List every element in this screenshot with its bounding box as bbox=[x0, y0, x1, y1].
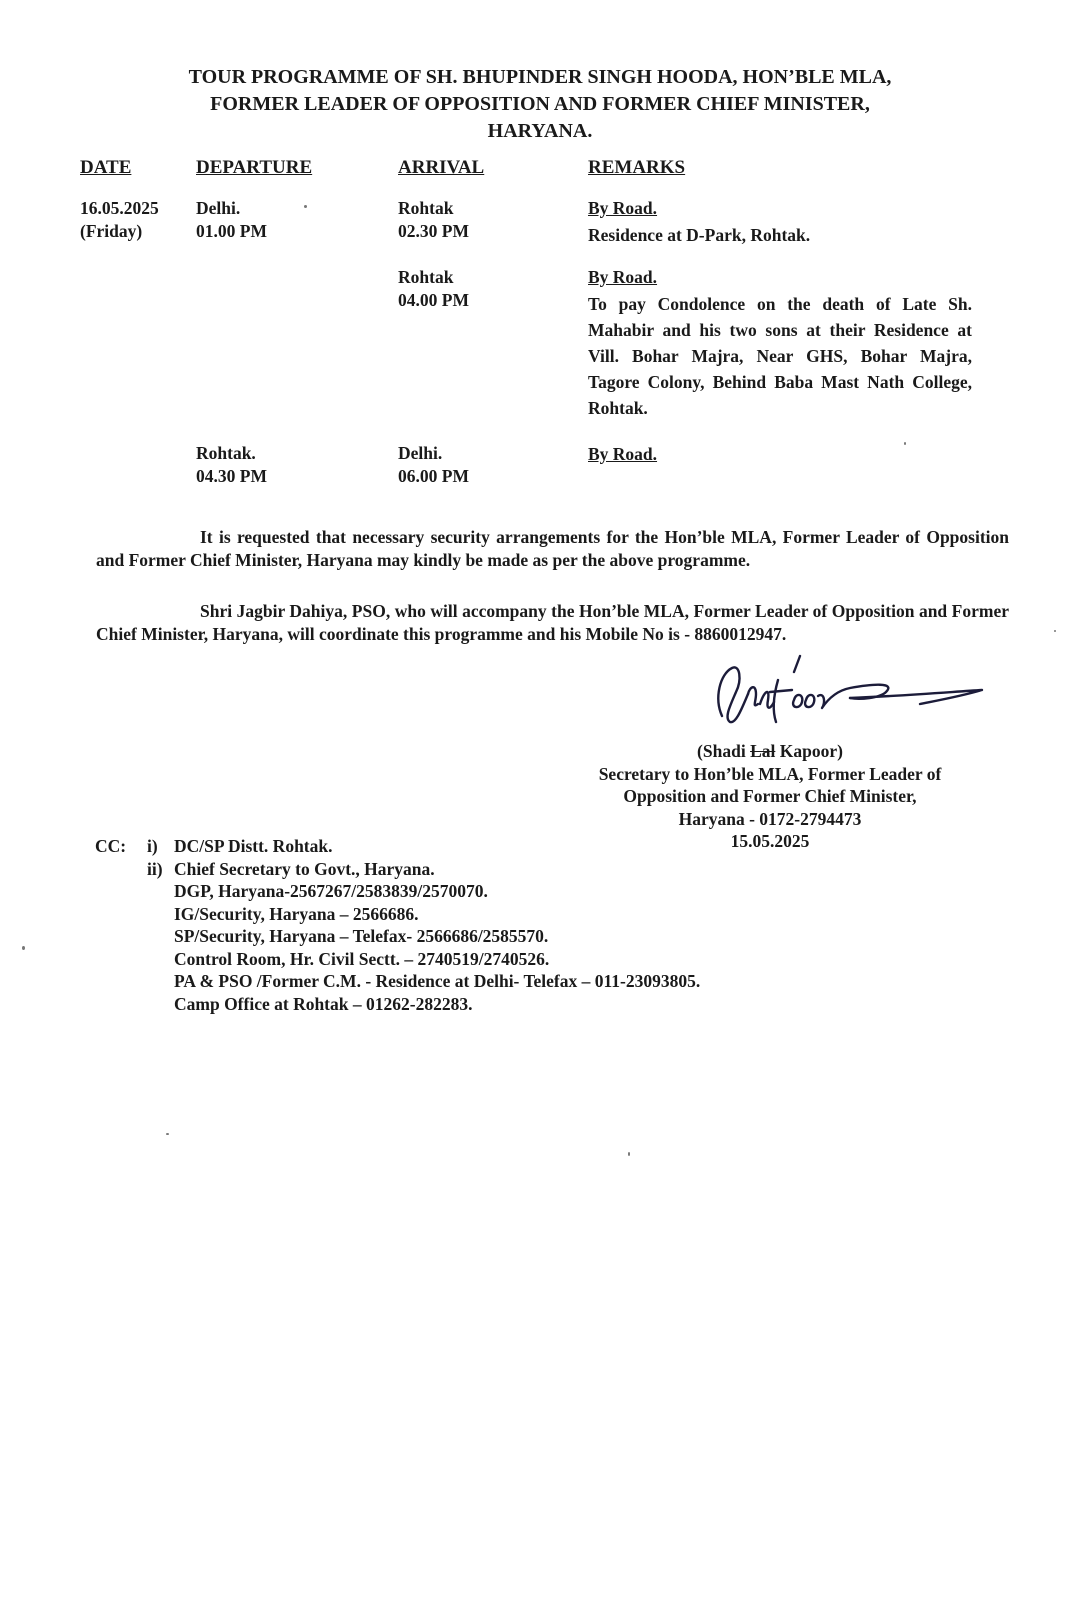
document-title bbox=[60, 64, 1020, 145]
signatory-contact: Haryana - 0172-2794473 bbox=[678, 808, 862, 829]
pso-paragraph bbox=[96, 600, 1009, 646]
arrival-place: Delhi. bbox=[398, 443, 443, 463]
remark-text: To pay Condolence on the death of Late Sh. Mahabir and his two sons at their Residence at Vill. Bohar Majra, Near GHS, Bohar Majra, Tagore Colony, Behind Baba Mast Nath College, Rohtak. bbox=[588, 294, 972, 418]
cc-extra-item: PA & PSO /Former C.M. - Residence at Delhi- Telefax – 011-23093805. bbox=[174, 971, 701, 991]
row-3-arrival bbox=[398, 442, 469, 488]
row-3-departure bbox=[196, 442, 267, 488]
scan-speck bbox=[22, 946, 25, 950]
pso-text: Shri Jagbir Dahiya, PSO, who will accompany the Hon’ble MLA, Former Leader of Opposition and Former Chief Minister, Haryana, will coordinate this programme and his Mobile No is - 8860012947. bbox=[96, 601, 1009, 644]
name-part: (Shadi bbox=[697, 741, 751, 761]
header-remarks: REMARKS bbox=[588, 157, 686, 178]
row-1-remarks bbox=[588, 197, 988, 248]
title-line-1: TOUR PROGRAMME OF SH. BHUPINDER SINGH HOODA, HON’BLE MLA, bbox=[188, 66, 892, 88]
cc-item-1-text: DC/SP Distt. Rohtak. bbox=[174, 836, 333, 856]
trip-date bbox=[80, 197, 159, 243]
cc-extra-item: IG/Security, Haryana – 2566686. bbox=[174, 903, 419, 924]
cc-extra-item: DGP, Haryana-2567267/2583839/2570070. bbox=[174, 881, 488, 901]
signature-block bbox=[560, 740, 980, 853]
departure-place: Delhi. bbox=[196, 198, 241, 218]
cc-extra-item: SP/Security, Haryana – Telefax- 2566686/2585570. bbox=[174, 926, 549, 946]
signature-date: 15.05.2025 bbox=[730, 831, 810, 851]
cc-label: CC: bbox=[95, 836, 127, 856]
cc-item-2-text: Chief Secretary to Govt., Haryana. bbox=[174, 859, 435, 879]
arrival-place: Rohtak bbox=[398, 198, 454, 218]
row-1-arrival bbox=[398, 197, 469, 243]
title-line-2: FORMER LEADER OF OPPOSITION AND FORMER CHIEF MINISTER, bbox=[210, 93, 870, 115]
row-2-remarks bbox=[588, 266, 972, 421]
security-request-paragraph bbox=[96, 526, 1009, 572]
departure-time: 04.30 PM bbox=[196, 466, 267, 486]
arrival-place: Rohtak bbox=[398, 267, 454, 287]
cc-extra-item: Camp Office at Rohtak – 01262-282283. bbox=[174, 993, 473, 1014]
header-arrival: ARRIVAL bbox=[398, 157, 485, 178]
arrival-time: 02.30 PM bbox=[398, 221, 469, 241]
row-3-travel-mode: By Road. bbox=[588, 444, 658, 464]
travel-mode: By Road. bbox=[588, 267, 658, 287]
cc-item-1-num: i) bbox=[147, 836, 158, 856]
scan-speck bbox=[904, 442, 906, 445]
arrival-time: 06.00 PM bbox=[398, 466, 469, 486]
title-line-3: HARYANA. bbox=[487, 120, 593, 142]
scan-speck bbox=[166, 1133, 169, 1135]
signatory-designation-1: Secretary to Hon’ble MLA, Former Leader of bbox=[598, 763, 942, 784]
scan-speck bbox=[628, 1152, 630, 1156]
signatory-designation-2: Opposition and Former Chief Minister, bbox=[623, 786, 917, 806]
scan-speck bbox=[304, 205, 307, 208]
name-struck-part: Lal bbox=[750, 741, 776, 761]
row-1-departure bbox=[196, 197, 267, 243]
signature-scribble bbox=[700, 652, 990, 732]
arrival-time: 04.00 PM bbox=[398, 290, 469, 310]
cc-item-2-num: ii) bbox=[147, 859, 163, 879]
cc-extra-item: Control Room, Hr. Civil Sectt. – 2740519/2740526. bbox=[174, 948, 550, 969]
header-departure: DEPARTURE bbox=[196, 157, 313, 178]
remark-text: Residence at D-Park, Rohtak. bbox=[588, 225, 811, 245]
travel-mode: By Road. bbox=[588, 198, 658, 218]
header-date: DATE bbox=[80, 157, 132, 178]
departure-time: 01.00 PM bbox=[196, 221, 267, 241]
cc-extra-list bbox=[174, 880, 700, 1015]
date-value: 16.05.2025 bbox=[80, 198, 159, 218]
security-request-text: It is requested that necessary security arrangements for the Hon’ble MLA, Former Leader of Opposition and Former Chief Minister, Haryana may kindly be made as per the above programme. bbox=[96, 527, 1009, 570]
signatory-name bbox=[560, 740, 980, 763]
name-part: Kapoor) bbox=[775, 741, 843, 761]
scan-speck bbox=[1054, 630, 1056, 632]
day-value: (Friday) bbox=[80, 221, 143, 241]
row-2-arrival bbox=[398, 266, 469, 312]
departure-place: Rohtak. bbox=[196, 443, 256, 463]
